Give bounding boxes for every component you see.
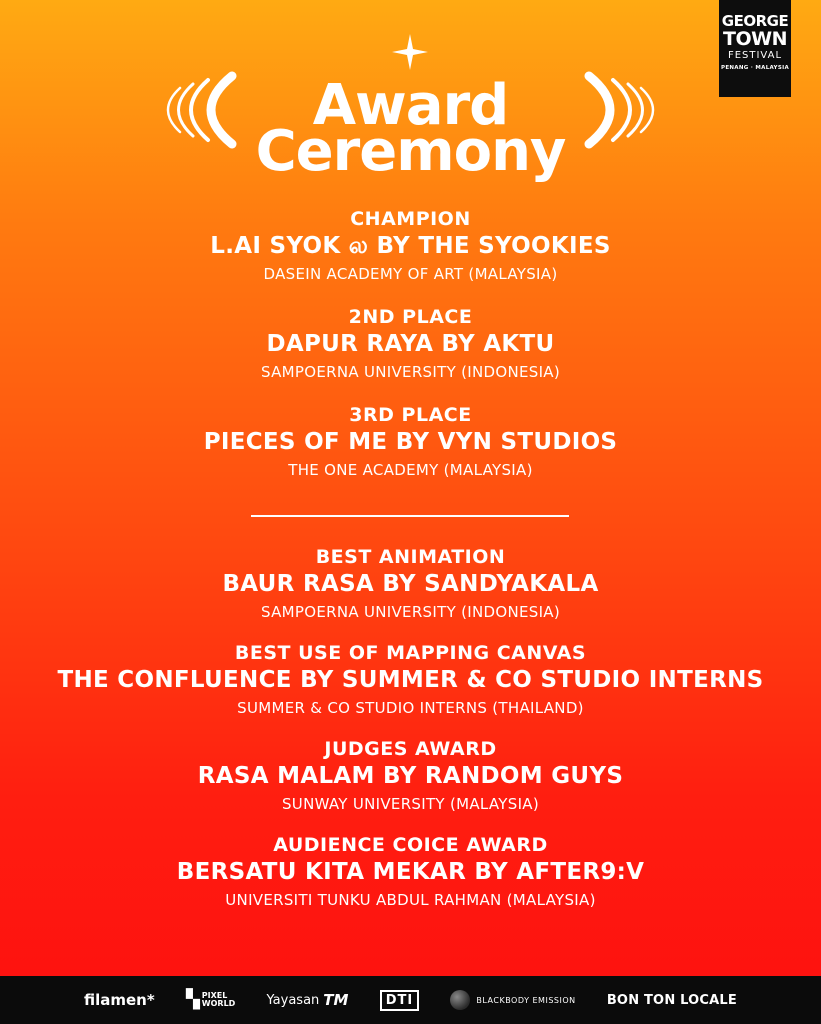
award-school: SUNWAY UNIVERSITY (MALAYSIA) [281, 795, 540, 813]
logo-george: GEORGE [721, 12, 789, 30]
sponsor-bon-ton-locale-logo: BON TON LOCALE [606, 992, 737, 1008]
award-category: BEST USE OF MAPPING CANVAS [234, 642, 587, 664]
pixel-world-line1: PIXEL [201, 991, 228, 1000]
award-school: SAMPOERNA UNIVERSITY (INDONESIA) [260, 603, 561, 621]
sponsor-filamen-logo: filamen* [84, 991, 155, 1009]
award-ceremony-header [0, 30, 821, 190]
blackbody-text: BLACKBODY EMISSION [476, 995, 576, 1005]
award-winner: BAUR RASA BY SANDYAKALA [222, 571, 599, 597]
logo-town: TOWN [723, 28, 787, 50]
sponsor-dti-logo: DTI [380, 990, 420, 1011]
yayasan-tm-text: TM [323, 991, 349, 1009]
award-champion [0, 207, 821, 287]
award-3rd-place [0, 403, 821, 483]
section-divider [251, 515, 569, 517]
award-category: JUDGES AWARD [324, 738, 497, 760]
blackbody-orb-icon [450, 990, 470, 1010]
award-school: DASEIN ACADEMY OF ART (MALAYSIA) [263, 265, 558, 283]
award-2nd-place [0, 305, 821, 385]
sponsor-yayasan-tm-logo [267, 991, 349, 1009]
logo-location: PENANG · MALAYSIA [721, 65, 789, 71]
title-ceremony: Ceremony [255, 119, 566, 184]
yayasan-text: Yayasan [266, 992, 320, 1008]
pixel-world-line2: WORLD [201, 999, 236, 1008]
award-winner: L.AI SYOK ல BY THE SYOOKIES [210, 233, 611, 259]
award-winner: RASA MALAM BY RANDOM GUYS [197, 763, 624, 789]
award-school: SUMMER & CO STUDIO INTERNS (THAILAND) [237, 699, 584, 717]
award-winner: BERSATU KITA MEKAR BY AFTER9:V [176, 859, 645, 885]
award-audience-choice [0, 833, 821, 913]
award-category: 3RD PLACE [349, 404, 472, 426]
logo-festival: FESTIVAL [727, 50, 783, 61]
pixel-world-mark-icon: ▚ [185, 989, 200, 1010]
award-school: UNIVERSITI TUNKU ABDUL RAHMAN (MALAYSIA) [225, 891, 596, 909]
award-category: BEST ANIMATION [315, 546, 506, 568]
award-category: CHAMPION [350, 208, 471, 230]
award-school: THE ONE ACADEMY (MALAYSIA) [288, 461, 533, 479]
award-winner: DAPUR RAYA BY AKTU [266, 331, 555, 357]
award-judges [0, 737, 821, 817]
award-winner: THE CONFLUENCE BY SUMMER & CO STUDIO INTERNS [57, 667, 764, 693]
award-best-animation [0, 545, 821, 625]
sponsor-blackbody-emission-logo [450, 990, 575, 1010]
awards-list [0, 207, 821, 913]
award-school: SAMPOERNA UNIVERSITY (INDONESIA) [260, 363, 561, 381]
sponsor-bar [0, 976, 821, 1024]
award-best-mapping-canvas [0, 641, 821, 721]
award-category: AUDIENCE COICE AWARD [273, 834, 548, 856]
award-winner: PIECES OF ME BY VYN STUDIOS [203, 429, 618, 455]
title-award: Award [312, 73, 509, 138]
sponsor-pixel-world-logo [185, 989, 236, 1010]
award-category: 2ND PLACE [348, 306, 473, 328]
